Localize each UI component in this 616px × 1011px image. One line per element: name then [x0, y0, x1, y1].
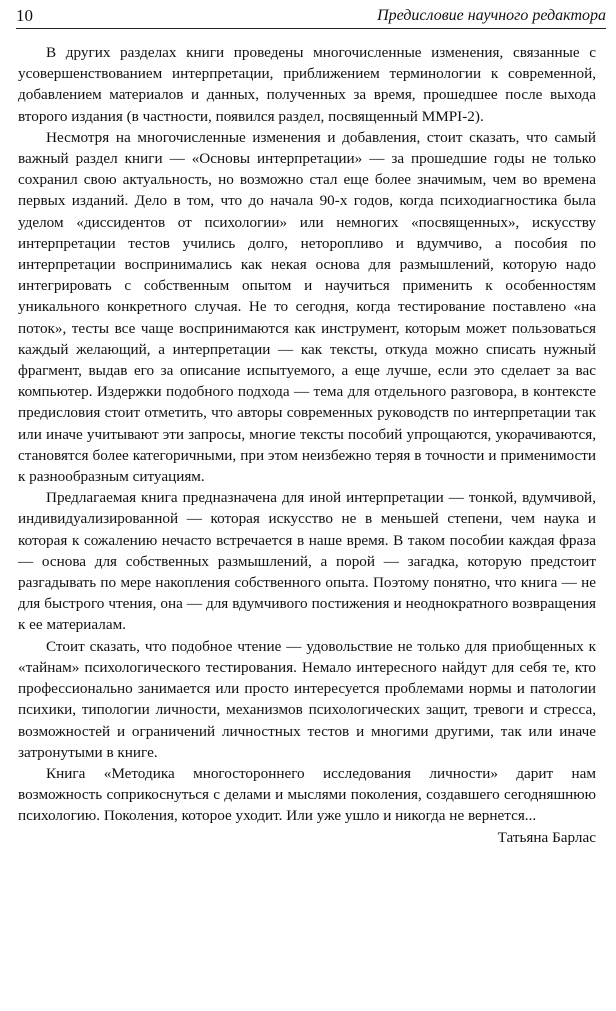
paragraph: Стоит сказать, что подобное чтение — удовольствие не только для приобщенных к «тайнам» психологического тестирования. Немало интересного найдут для себя те, кто профессионально занимается или просто интересуется проблемами нормы и патологии психики, типологии личности, механизмов психологических защит, тревоги и стресса, возможностей и ограничений личностных тестов и многими другими, так или иначе затронутыми в книге.	[18, 637, 596, 761]
paragraph: В других разделах книги проведены многочисленные изменения, связанные с усовершенствованием интерпретации, приближением терминологии к современной, добавлением материалов и данных, полученных за время, прошедшее после выхода второго издания (в частности, появился раздел, посвященный MMPI-2).	[18, 44, 596, 125]
running-head	[16, 6, 606, 29]
running-head-title: Предисловие научного редактора	[377, 7, 606, 24]
author-signature: Татьяна Барлас	[497, 828, 596, 846]
body-text	[18, 42, 596, 848]
paragraph: Книга «Методика многостороннего исследования личности» дарит нам возможность соприкоснуться с делами и мыслями поколения, создавшего сегодняшнюю психологию. Поколения, которое уходит. Или уже ушло и никогда не вернется...	[18, 764, 596, 825]
paragraph: Несмотря на многочисленные изменения и добавления, стоит сказать, что самый важный раздел книги — «Основы интерпретации» — за прошедшие годы не только сохранил свою актуальность, но возможно стал еще более значимым, чем во времена первых изданий. Дело в том, что до начала 90-х годов, когда психодиагностика была уделом «диссидентов от психологии» или немногих «посвященных», искусству интерпретации тестов учились долго, неторопливо и вдумчиво, а пособия по интерпретации воспринимались как некая основа для размышлений, которую надо интегрировать с собственным опытом и научиться применить к особенностям уникального конкретного случая. Не то сегодня, когда тестирование поставлено «на поток», тесты все чаще воспринимаются как инструмент, которым может пользоваться каждый желающий, а интерпретации — как тексты, откуда можно списать нужный фрагмент, выдав его за описание испытуемого, а еще лучше, если это сделает за вас компьютер. Издержки подобного подхода — тема для отдельного разговора, в контексте предисловия стоит отметить, что авторы современных руководств по интерпретации так или иначе учитывают эти запросы, многие тексты пособий упрощаются, укорачиваются, становятся более категоричными, при этом неизбежно теряя в точности и применимости к разнообразным ситуациям.	[18, 128, 596, 486]
page-number: 10	[16, 6, 33, 25]
paragraph: Предлагаемая книга предназначена для иной интерпретации — тонкой, вдумчивой, индивидуализированной — которая искусство не в меньшей степени, чем наука и которая к сожалению нечасто встречается в наше время. В таком пособии каждая фраза — основа для собственных размышлений, а порой — загадка, которую предстоит разгадывать по мере накопления собственного опыта. Поэтому понятно, что книга — не для быстрого чтения, она — для вдумчивого постижения и неоднократного возвращения к ее материалам.	[18, 489, 596, 634]
